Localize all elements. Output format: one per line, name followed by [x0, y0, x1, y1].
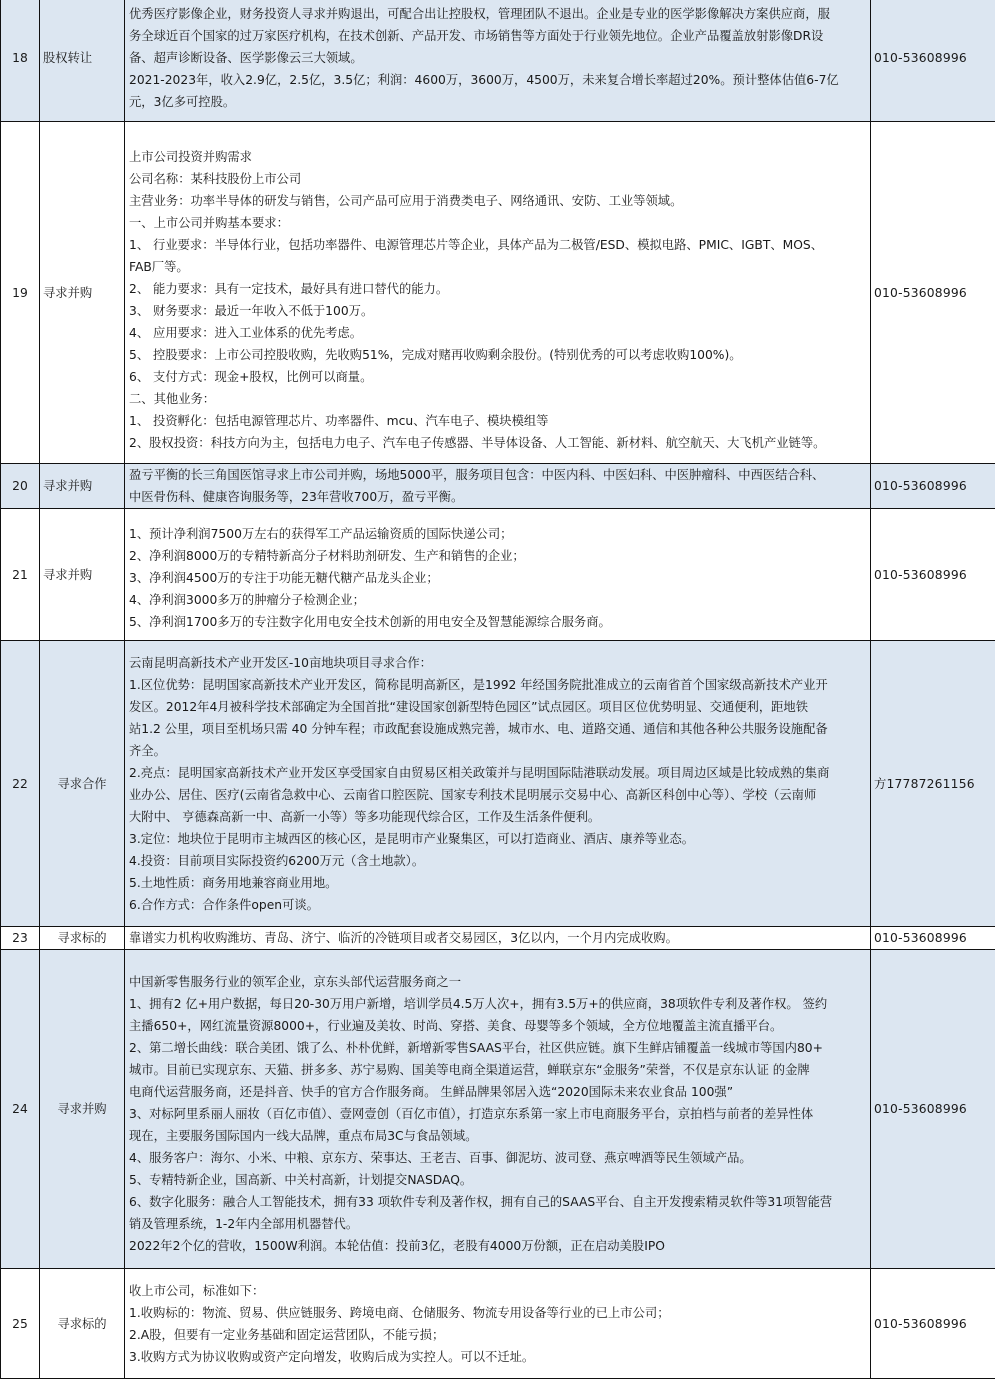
row-number: 18	[1, 0, 40, 122]
description-line: 5、专精特新企业，国高新、中关村高新，计划提交NASDAQ。	[129, 1169, 866, 1191]
description-line: 上市公司投资并购需求	[129, 146, 866, 168]
description-line: 3.定位：地块位于昆明市主城西区的核心区，是昆明市产业聚集区，可以打造商业、酒店、康养等业态。	[129, 828, 866, 850]
contact-phone: 010-53608996	[871, 1269, 995, 1379]
description-line: 3、 财务要求：最近一年收入不低于100万。	[129, 300, 866, 322]
description-line: 2021-2023年，收入2.9亿，2.5亿，3.5亿；利润：4600万，3600万，4500万，未来复合增长率超过20%。预计整体估值6-7亿	[129, 69, 866, 91]
description-line: 中国新零售服务行业的领军企业，京东头部代运营服务商之一	[129, 971, 866, 993]
description-line: 5、 控股要求：上市公司控股收购，先收购51%，完成对赌再收购剩余股份。(特别优秀的可以考虑收购100%)。	[129, 344, 866, 366]
contact-phone: 010-53608996	[871, 122, 995, 464]
contact-phone: 010-53608996	[871, 0, 995, 122]
description-line: 盈亏平衡的长三角国医馆寻求上市公司并购，场地5000平，服务项目包含：中医内科、中医妇科、中医肿瘤科、中西医结合科、	[129, 464, 866, 486]
contact-phone: 方17787261156	[871, 641, 995, 927]
table-row	[1, 464, 995, 509]
description-line: 2022年2个亿的营收，1500W利润。本轮估值：投前3亿，老股有4000万份额，正在启动美股IPO	[129, 1235, 866, 1257]
description-line: 销及管理系统，1-2年内全部用机器替代。	[129, 1213, 866, 1235]
row-number: 21	[1, 509, 40, 641]
table-body	[1, 0, 995, 1379]
description-line: 二、其他业务：	[129, 388, 866, 410]
contact-phone: 010-53608996	[871, 927, 995, 950]
deal-type: 寻求标的	[40, 927, 125, 950]
description-line: 5、净利润1700多万的专注数字化用电安全技术创新的用电安全及智慧能源综合服务商。	[129, 611, 866, 633]
row-number: 23	[1, 927, 40, 950]
description-line: 主播650+，网红流量资源8000+，行业遍及美妆、时尚、穿搭、美食、母婴等多个领域，全方位地覆盖主流直播平台。	[129, 1015, 866, 1037]
description-line: 1.区位优势：昆明国家高新技术产业开发区，简称昆明高新区，是1992 年经国务院批准成立的云南省首个国家级高新技术产业开	[129, 674, 866, 696]
description-line: 一、上市公司并购基本要求：	[129, 212, 866, 234]
deal-type: 寻求标的	[40, 1269, 125, 1379]
description-line: 2、第二增长曲线：联合美团、饿了么、朴朴优鲜，新增新零售SAAS平台，社区供应链。旗下生鲜店铺覆盖一线城市等国内80+	[129, 1037, 866, 1059]
description-line: 1、预计净利润7500万左右的获得军工产品运输资质的国际快递公司；	[129, 523, 866, 545]
description-line: 4、净利润3000多万的肿瘤分子检测企业；	[129, 589, 866, 611]
deal-type: 寻求合作	[40, 641, 125, 927]
table-row	[1, 950, 995, 1269]
description-line: 备、超声诊断设备、医学影像云三大领域。	[129, 47, 866, 69]
row-number: 25	[1, 1269, 40, 1379]
description-line: 2.亮点：昆明国家高新技术产业开发区享受国家自由贸易区相关政策并与昆明国际陆港联动发展。项目周边区域是比较成熟的集商	[129, 762, 866, 784]
description-line: 3.收购方式为协议收购或资产定向增发，收购后成为实控人。可以不迁址。	[129, 1346, 866, 1368]
deal-type: 寻求并购	[40, 122, 125, 464]
contact-phone: 010-53608996	[871, 464, 995, 509]
description-line: 1、 投资孵化：包括电源管理芯片、功率器件、mcu、汽车电子、模块模组等	[129, 410, 866, 432]
description-line: 靠谱实力机构收购潍坊、青岛、济宁、临沂的冷链项目或者交易园区，3亿以内，一个月内完成收购。	[129, 927, 866, 949]
deal-description	[125, 464, 871, 509]
description-line: 主营业务：功率半导体的研发与销售，公司产品可应用于消费类电子、网络通讯、安防、工业等领域。	[129, 190, 866, 212]
table-row	[1, 0, 995, 122]
table-row	[1, 1269, 995, 1379]
deal-description	[125, 509, 871, 641]
row-number: 22	[1, 641, 40, 927]
description-line: 6、 支付方式：现金+股权，比例可以商量。	[129, 366, 866, 388]
description-line: 6、数字化服务：融合人工智能技术，拥有33 项软件专利及著作权，拥有自己的SAAS平台、自主开发搜索精灵软件等31项智能营	[129, 1191, 866, 1213]
description-line: 站1.2 公里，项目至机场只需 40 分钟车程；市政配套设施成熟完善，城市水、电、道路交通、通信和其他各种公共服务设施配备	[129, 718, 866, 740]
description-line: 业办公、居住、医疗(云南省急救中心、云南省口腔医院、国家专利技术昆明展示交易中心、高新区科创中心等）、学校（云南师	[129, 784, 866, 806]
deal-description	[125, 950, 871, 1269]
description-line: 2.A股，但要有一定业务基础和固定运营团队，不能亏损；	[129, 1324, 866, 1346]
description-line: 1.收购标的：物流、贸易、供应链服务、跨境电商、仓储服务、物流专用设备等行业的已上市公司；	[129, 1302, 866, 1324]
description-line: 4、服务客户：海尔、小米、中粮、京东方、荣事达、王老吉、百事、御泥坊、波司登、燕京啤酒等民生领域产品。	[129, 1147, 866, 1169]
deal-description	[125, 1269, 871, 1379]
deal-type: 寻求并购	[40, 950, 125, 1269]
contact-phone: 010-53608996	[871, 950, 995, 1269]
description-line: 中医骨伤科、健康咨询服务等，23年营收700万，盈亏平衡。	[129, 486, 866, 508]
deal-type: 寻求并购	[40, 509, 125, 641]
description-line: 齐全。	[129, 740, 866, 762]
deal-type: 股权转让	[40, 0, 125, 122]
description-line: 1、拥有2 亿+用户数据，每日20-30万用户新增，培训学员4.5万人次+，拥有3.5万+的供应商，38项软件专利及著作权。 签约	[129, 993, 866, 1015]
description-line: 现在，主要服务国际国内一线大品牌，重点布局3C与食品领域。	[129, 1125, 866, 1147]
description-line: 4、 应用要求：进入工业体系的优先考虑。	[129, 322, 866, 344]
row-number: 19	[1, 122, 40, 464]
description-line: 4.投资：目前项目实际投资约6200万元（含土地款）。	[129, 850, 866, 872]
description-line: 3、对标阿里系丽人丽妆（百亿市值）、壹网壹创（百亿市值），打造京东系第一家上市电商服务平台，京拍档与前者的差异性体	[129, 1103, 866, 1125]
description-line: 公司名称：某科技股份上市公司	[129, 168, 866, 190]
table-row	[1, 641, 995, 927]
description-line: 1、 行业要求：半导体行业，包括功率器件、电源管理芯片等企业，具体产品为二极管/ESD、模拟电路、PMIC、IGBT、MOS、	[129, 234, 866, 256]
deal-type: 寻求并购	[40, 464, 125, 509]
description-line: 6.合作方式：合作条件open可谈。	[129, 894, 866, 916]
description-line: 5.土地性质：商务用地兼容商业用地。	[129, 872, 866, 894]
description-line: 发区。2012年4月被科学技术部确定为全国首批“建设国家创新型特色园区”试点园区。项目区位优势明显、交通便利，距地铁	[129, 696, 866, 718]
deal-description	[125, 641, 871, 927]
row-number: 20	[1, 464, 40, 509]
description-line: FAB厂等。	[129, 256, 866, 278]
description-line: 大附中、 亨德森高新一中、高新一小等）等多功能现代综合区，工作及生活条件便利。	[129, 806, 866, 828]
deal-description	[125, 122, 871, 464]
description-line: 优秀医疗影像企业，财务投资人寻求并购退出，可配合出让控股权，管理团队不退出。企业是专业的医学影像解决方案供应商，服	[129, 3, 866, 25]
table-row	[1, 927, 995, 950]
description-line: 2、股权投资：科技方向为主，包括电力电子、汽车电子传感器、半导体设备、人工智能、新材料、航空航天、大飞机产业链等。	[129, 432, 866, 454]
row-number: 24	[1, 950, 40, 1269]
description-line: 云南昆明高新技术产业开发区-10亩地块项目寻求合作：	[129, 652, 866, 674]
description-line: 2、 能力要求：具有一定技术，最好具有进口替代的能力。	[129, 278, 866, 300]
description-line: 务全球近百个国家的过万家医疗机构，在技术创新、产品开发、市场销售等方面处于行业领先地位。企业产品覆盖放射影像DR设	[129, 25, 866, 47]
description-line: 元，3亿多可控股。	[129, 91, 866, 113]
deal-description	[125, 927, 871, 950]
deal-description	[125, 0, 871, 122]
table-row	[1, 122, 995, 464]
contact-phone: 010-53608996	[871, 509, 995, 641]
description-line: 3、净利润4500万的专注于功能无糖代糖产品龙头企业；	[129, 567, 866, 589]
description-line: 2、净利润8000万的专精特新高分子材料助剂研发、生产和销售的企业；	[129, 545, 866, 567]
description-line: 电商代运营服务商，还是抖音、快手的官方合作服务商。 生鲜品牌果邻居入选“2020国际未来农业食品 100强”	[129, 1081, 866, 1103]
description-line: 收上市公司，标准如下：	[129, 1280, 866, 1302]
description-line: 城市。目前已实现京东、天猫、拼多多、苏宁易购、国美等电商全渠道运营，蝉联京东“金服务”荣誉，不仅是京东认证 的金牌	[129, 1059, 866, 1081]
table-row	[1, 509, 995, 641]
